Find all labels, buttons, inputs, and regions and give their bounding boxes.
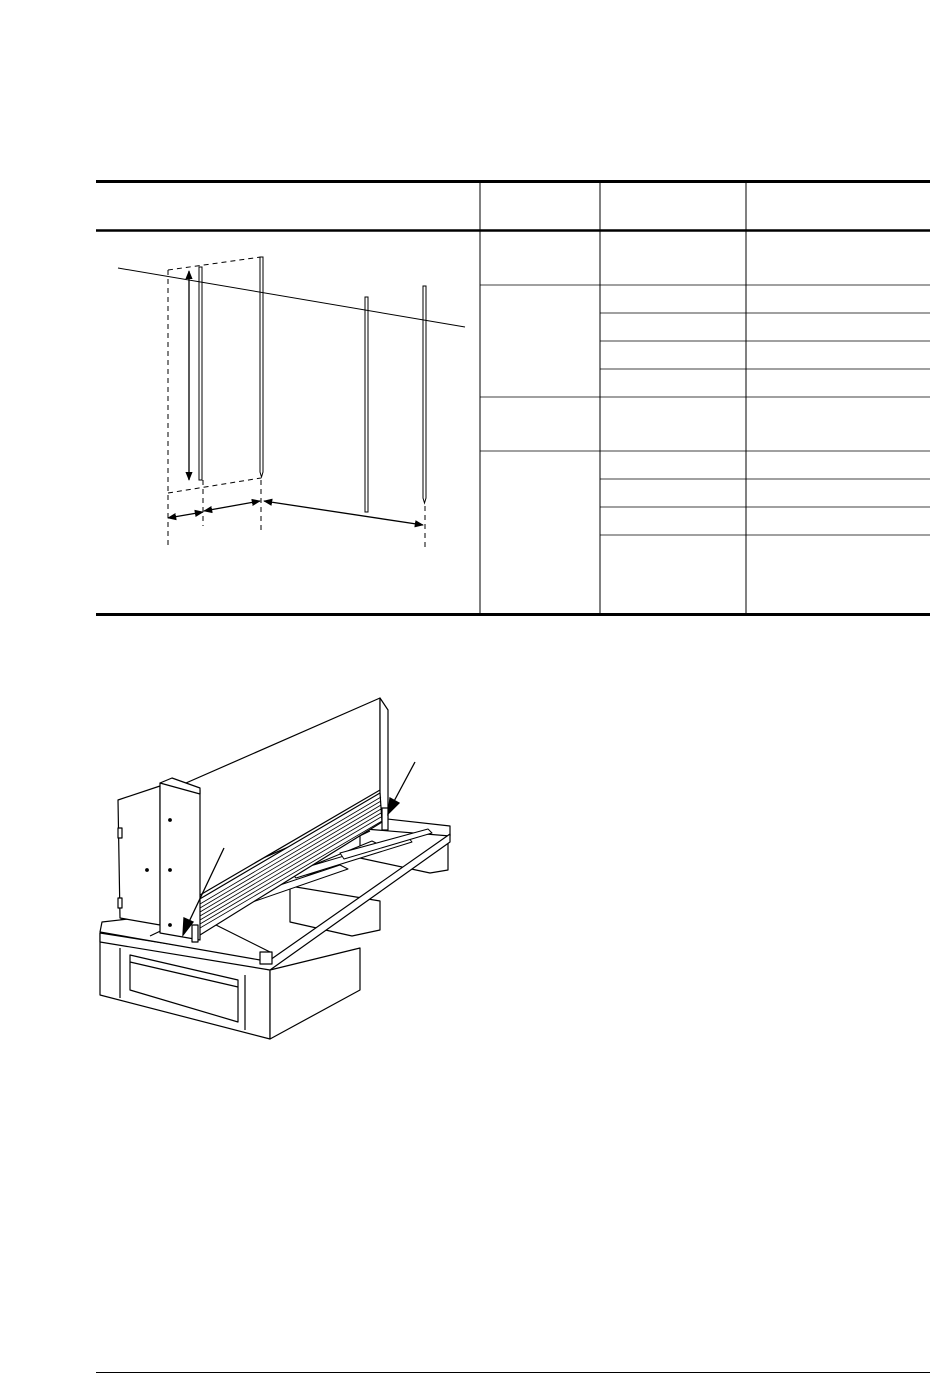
- side-cabinet: [118, 778, 200, 940]
- pallet-illustration: [90, 690, 470, 1055]
- arrow-right-head: [388, 798, 399, 814]
- reference-line: [118, 268, 465, 327]
- table-row-separators: [480, 285, 930, 535]
- dashed-guides: [168, 257, 425, 548]
- rod-layout-diagram: [118, 257, 465, 548]
- arrow-right: [392, 762, 415, 805]
- table-column-separators: [480, 183, 746, 613]
- rod: [260, 257, 263, 477]
- footer-rule: [96, 1372, 930, 1373]
- rod: [423, 286, 426, 503]
- rod: [199, 267, 202, 480]
- rod: [365, 297, 368, 512]
- spec-table: [96, 180, 930, 617]
